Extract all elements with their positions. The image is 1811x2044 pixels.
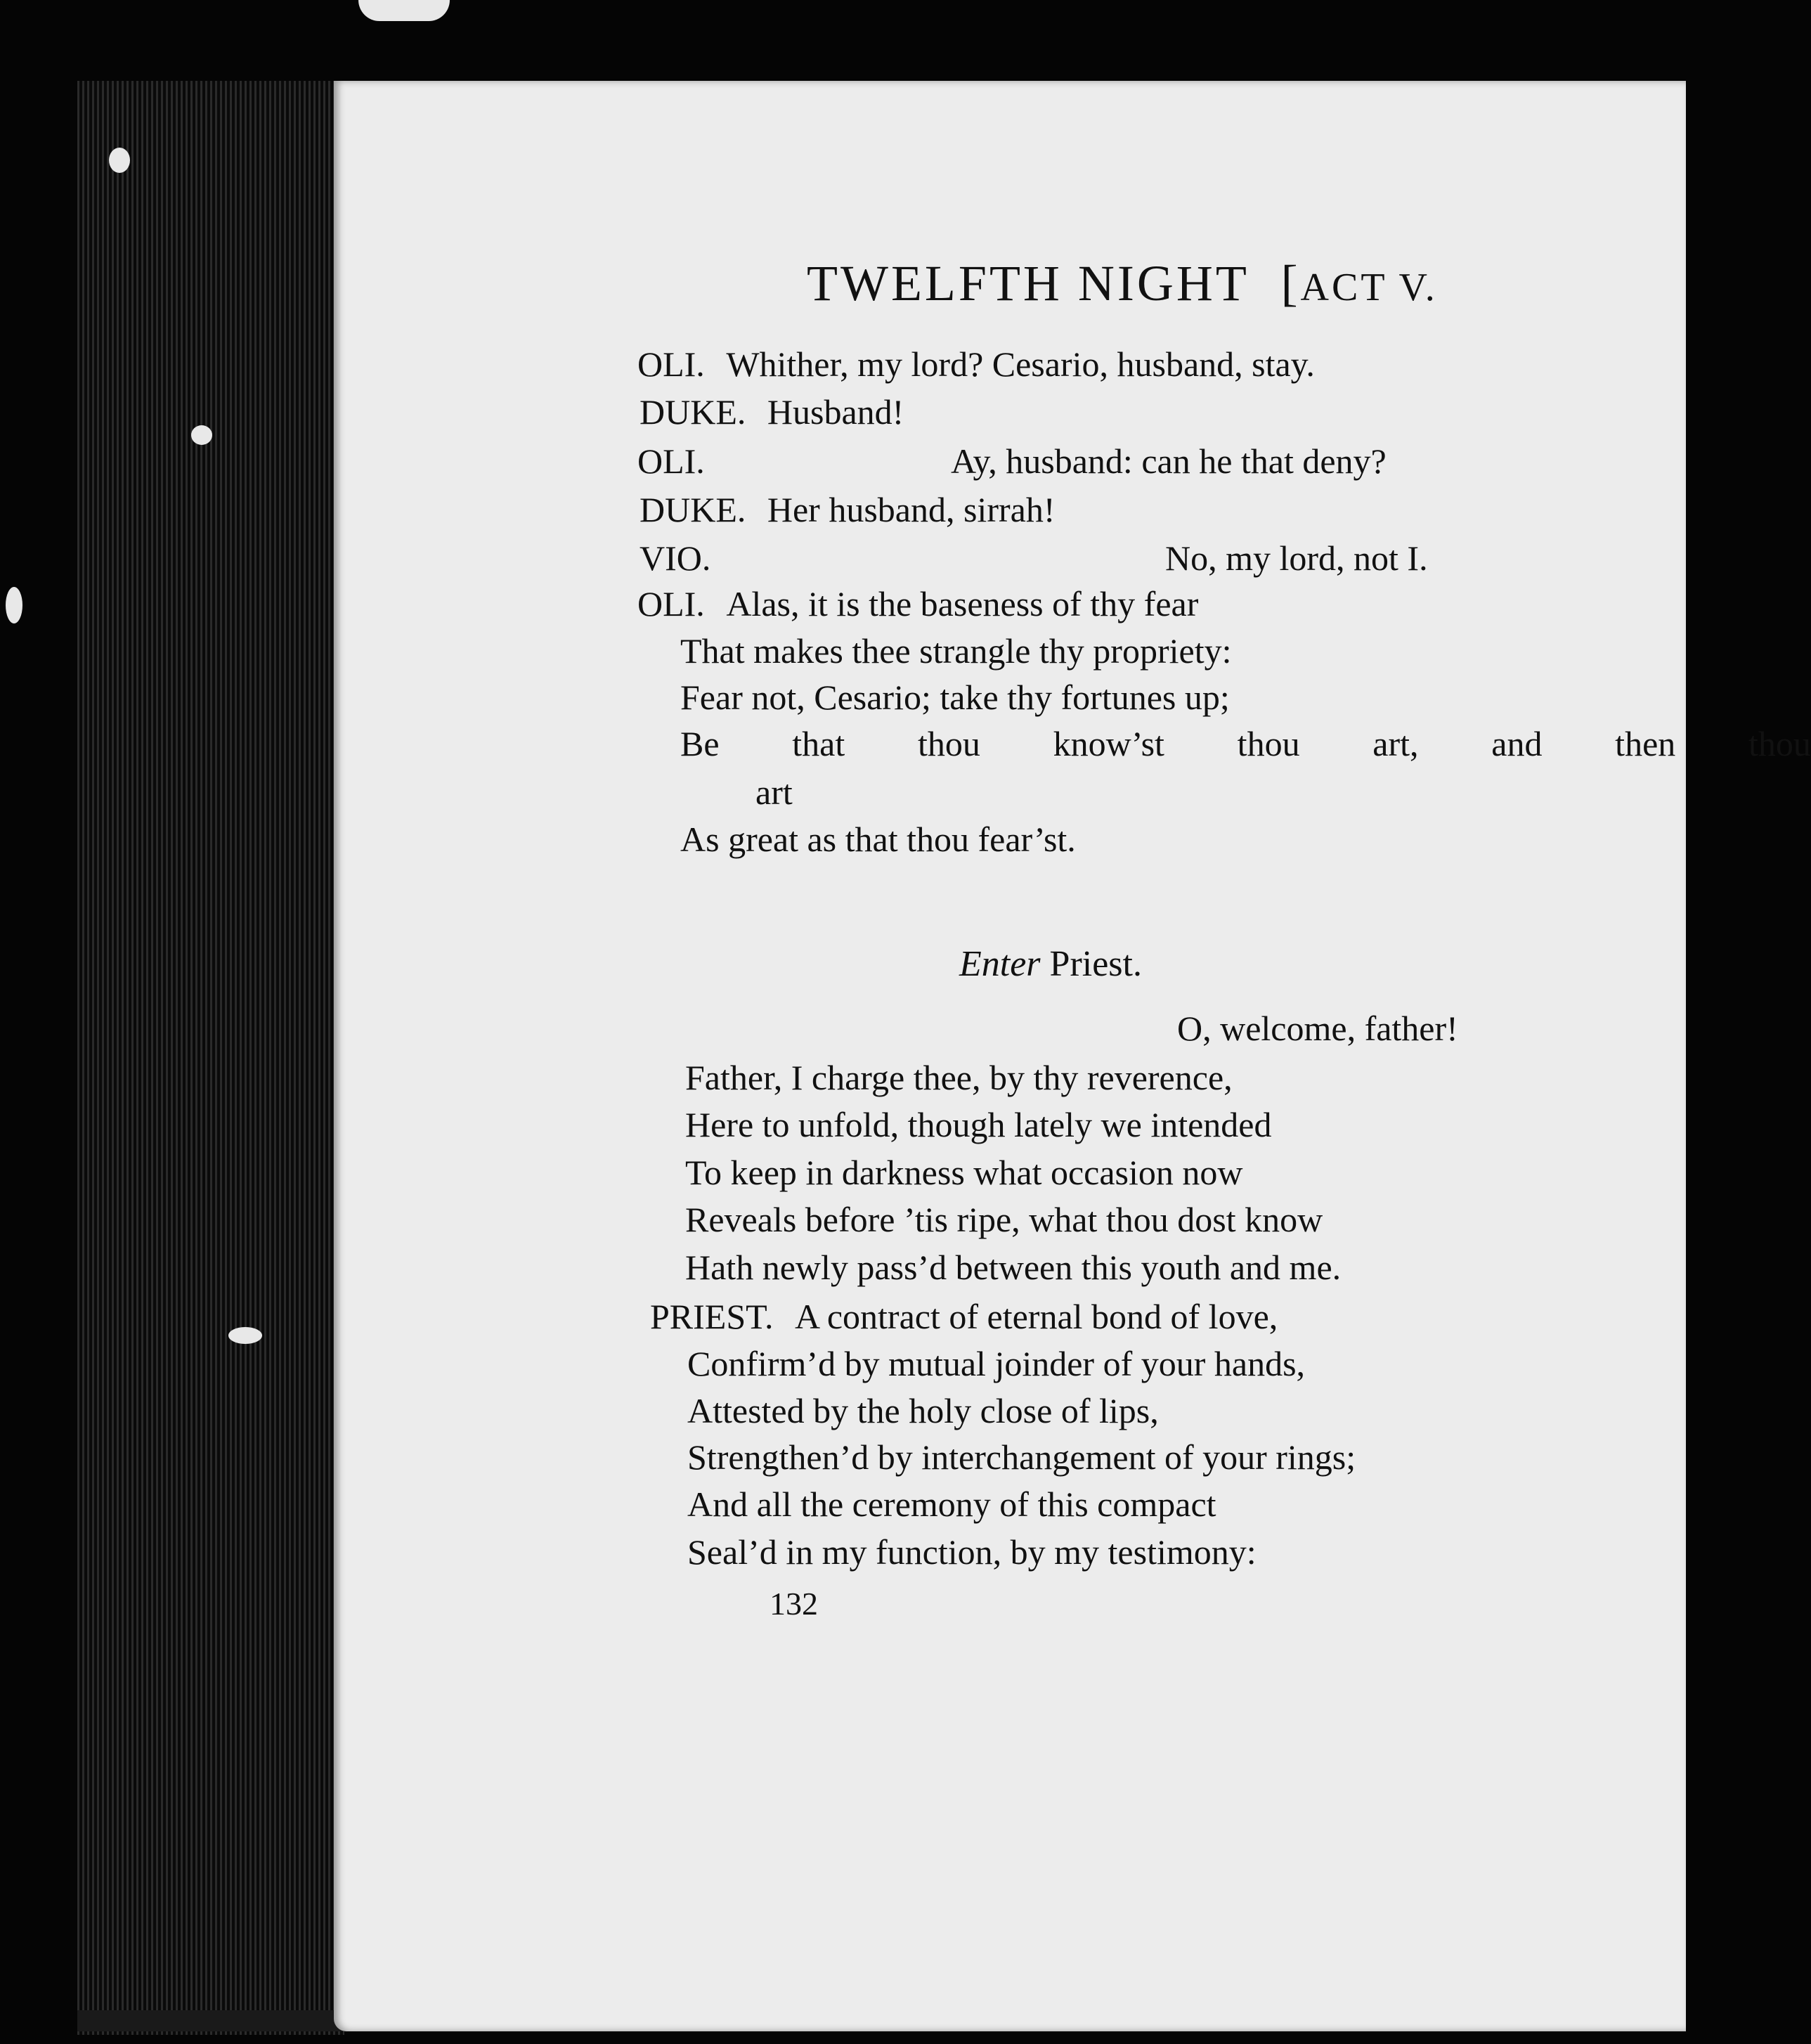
line-text: As great as that thou fear’st. [680, 820, 1076, 859]
speaker-name: PRIEST. [650, 1297, 774, 1336]
page-number: 132 [770, 1586, 818, 1622]
dust-speck [228, 1327, 262, 1344]
stage-direction-verb: Enter [959, 944, 1041, 984]
dialogue-line [637, 343, 1315, 385]
line-text: Attested by the holy close of lips, [687, 1391, 1159, 1430]
line-text: Confirm’d by mutual joinder of your hands, [687, 1344, 1306, 1383]
line-text: Here to unfold, though lately we intended [685, 1105, 1272, 1144]
line-text: Husband! [767, 392, 904, 432]
speaker-name: DUKE. [640, 490, 746, 529]
line-text: And all the ceremony of this compact [687, 1485, 1216, 1524]
line-text: Fear not, Cesario; take thy fortunes up; [680, 678, 1230, 717]
line-text: Her husband, sirrah! [767, 490, 1056, 529]
speaker-name: OLI. [637, 441, 705, 481]
line-text: Hath newly pass’d between this youth and me. [685, 1248, 1342, 1287]
stage-direction [959, 943, 1142, 985]
line-word: thou [1237, 724, 1300, 763]
stage-direction-name: Priest. [1049, 944, 1142, 984]
line-text: That makes thee strangle thy propriety: [680, 631, 1232, 671]
play-title: TWELFTH NIGHT [807, 255, 1249, 311]
justified-line [680, 723, 1811, 765]
line-text: Alas, it is the baseness of thy fear [726, 584, 1199, 623]
line-text: Seal’d in my function, by my testimony: [687, 1532, 1257, 1572]
dust-speck [191, 425, 212, 445]
line-text: To keep in darkness what occasion now [685, 1153, 1243, 1192]
line-word: then [1615, 724, 1676, 763]
line-word: and [1491, 724, 1543, 763]
page-edge-bottom [77, 2010, 358, 2031]
line-word: thou [1748, 724, 1811, 763]
dust-speck [358, 0, 450, 21]
line-text: art [755, 772, 793, 812]
speaker-name: DUKE. [640, 392, 746, 432]
line-text: Whither, my lord? Cesario, husband, stay. [726, 344, 1315, 384]
page-edge-stack [77, 81, 344, 2035]
line-text: Reveals before ’tis ripe, what thou dost know [685, 1200, 1323, 1239]
line-word: art, [1372, 724, 1419, 763]
line-word: thou [917, 724, 980, 763]
line-text: Strengthen’d by interchangement of your rings; [687, 1437, 1356, 1477]
speaker-name: OLI. [637, 584, 705, 623]
line-word: Be [680, 724, 720, 763]
dialogue-line [637, 583, 1198, 625]
line-text: O, welcome, father! [1177, 1009, 1458, 1048]
line-text: Ay, husband: can he that deny? [951, 441, 1387, 481]
line-word: know’st [1053, 724, 1164, 763]
header-bracket: [ [1280, 255, 1301, 311]
line-text: Father, I charge thee, by thy reverence, [685, 1058, 1233, 1097]
dust-speck [109, 148, 130, 173]
speaker-name: OLI. [637, 344, 705, 384]
speaker-name: VIO. [640, 538, 711, 578]
line-word: that [792, 724, 845, 763]
dialogue-line [640, 489, 1055, 531]
act-label: ACT V. [1300, 266, 1438, 309]
dust-speck [6, 587, 22, 623]
dialogue-line [640, 391, 904, 433]
running-header [807, 254, 1438, 313]
line-text: A contract of eternal bond of love, [795, 1297, 1278, 1336]
line-text: No, my lord, not I. [1165, 538, 1428, 578]
dialogue-line [650, 1295, 1278, 1338]
